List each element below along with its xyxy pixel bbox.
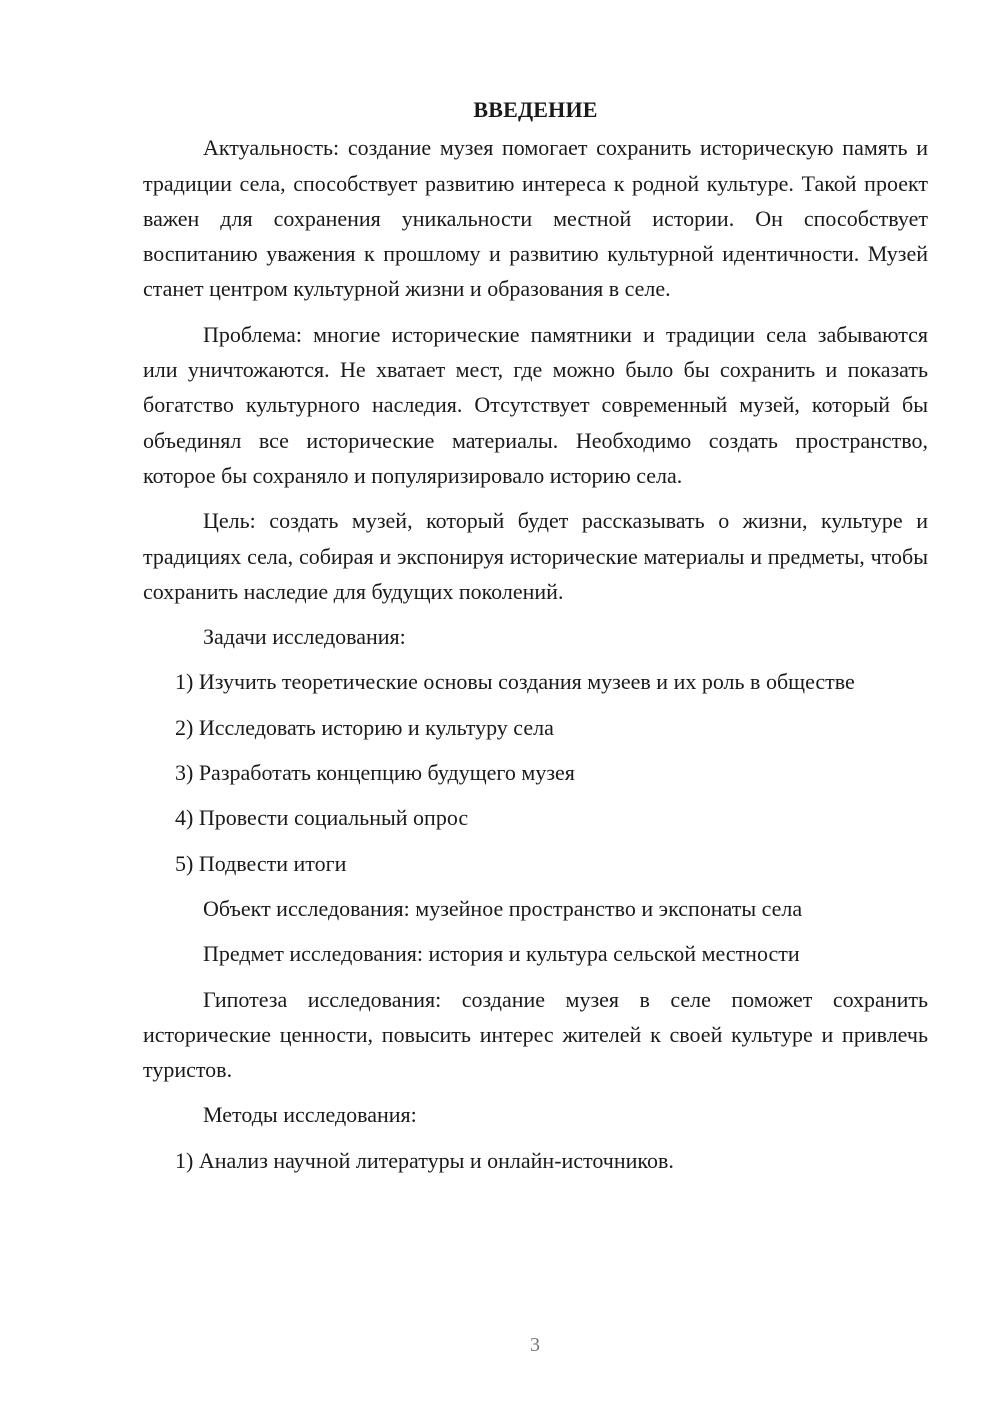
problem-paragraph: Проблема: многие исторические памятники и традиции села забываются или уничтожаются. Не хватает мест, где можно было бы сохранить и показать богатство культурного наследия. Отсутствует современный музей, который бы объединял все исторические материалы. Необходимо создать пространство, которое бы сохраняло и популяризировало историю села. bbox=[143, 321, 928, 488]
tasks-heading: Задачи исследования: bbox=[203, 624, 406, 650]
page-title: ВВЕДЕНИЕ bbox=[473, 97, 598, 122]
relevance-paragraph: Актуальность: создание музея помогает сохранить историческую память и традиции села, способствует развитию интереса к родной культуре. Такой проект важен для сохранения уникальности местной истории. Он способствует воспитанию уважения к прошлому и развитию культурной идентичности. Музей станет центром культурной жизни и образования в селе. bbox=[143, 135, 928, 302]
goal-paragraph: Цель: создать музей, который будет рассказывать о жизни, культуре и традициях села, собирая и экспонируя исторические материалы и предметы, чтобы сохранить наследие для будущих поколений. bbox=[143, 508, 928, 604]
method-item-1: 1) Анализ научной литературы и онлайн-источников. bbox=[175, 1147, 674, 1173]
page-number: 3 bbox=[530, 1334, 540, 1356]
task-item-1: 1) Изучить теоретические основы создания музеев и их роль в обществе bbox=[175, 669, 855, 695]
document-page bbox=[143, 92, 928, 1188]
research-object: Объект исследования: музейное пространство и экспонаты села bbox=[203, 895, 803, 921]
hypothesis-paragraph: Гипотеза исследования: создание музея в селе поможет сохранить исторические ценности, повысить интерес жителей к своей культуре и привлечь туристов. bbox=[143, 986, 928, 1083]
task-item-3: 3) Разработать концепцию будущего музея bbox=[175, 760, 575, 786]
research-subject: Предмет исследования: история и культура сельской местности bbox=[203, 941, 800, 967]
task-item-2: 2) Исследовать историю и культуру села bbox=[175, 714, 554, 740]
task-item-4: 4) Провести социальный опрос bbox=[175, 805, 469, 831]
task-item-5: 5) Подвести итоги bbox=[175, 850, 347, 876]
methods-heading: Методы исследования: bbox=[203, 1102, 417, 1128]
